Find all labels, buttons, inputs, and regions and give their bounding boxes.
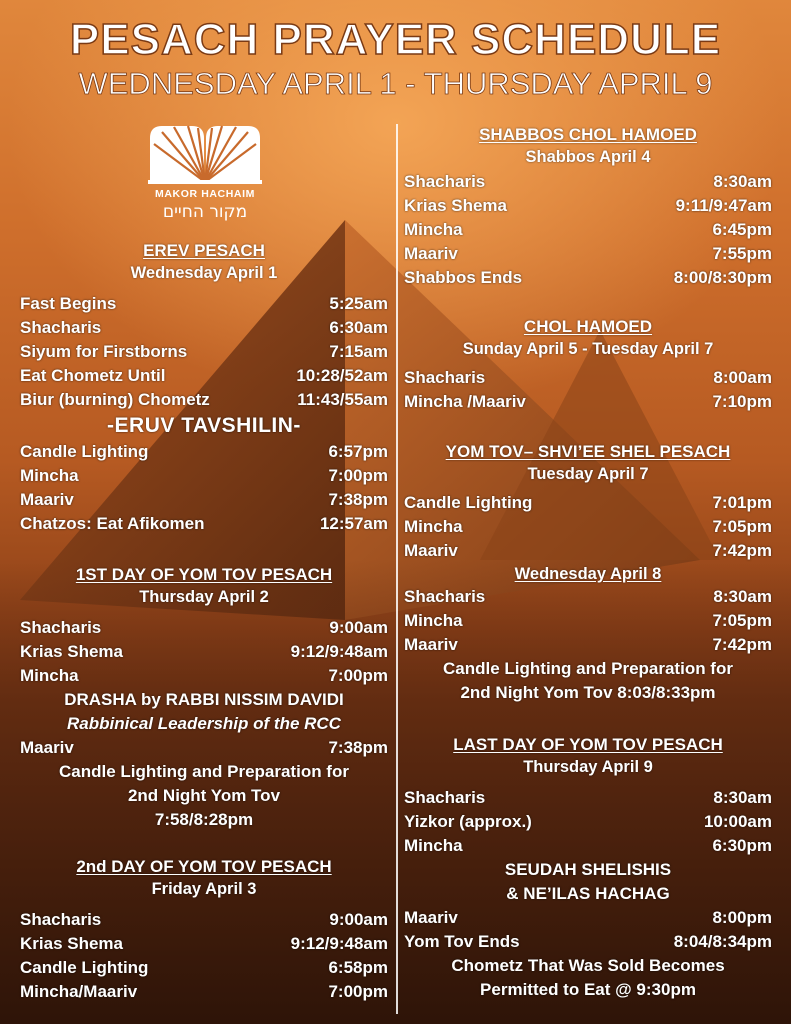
section-date: Wednesday April 1	[130, 264, 278, 282]
schedule-row: Shacharis 9:00am	[20, 910, 388, 929]
first-day-section	[20, 564, 388, 832]
seudah-heading: SEUDAH SHELISHIS	[504, 860, 672, 879]
logo-hebrew-name: מקור החיים	[162, 202, 248, 222]
schedule-row: Mincha 7:05pm	[404, 517, 772, 536]
section-title: EREV PESACH	[143, 241, 265, 260]
schedule-row: Yom Tov Ends 8:04/8:34pm	[404, 932, 772, 951]
schedule-row: Eat Chometz Until 10:28/52am	[20, 366, 388, 385]
candle-note: Candle Lighting and Preparation for	[443, 659, 733, 678]
candle-note-time: 7:58/8:28pm	[154, 810, 254, 829]
schedule-row: Shacharis 9:00am	[20, 618, 388, 637]
schedule-row: Mincha 6:45pm	[404, 220, 772, 239]
schedule-row: Fast Begins 5:25am	[20, 294, 388, 313]
section-date: Wednesday April 8	[514, 565, 662, 583]
schedule-row: Maariv 7:38pm	[20, 738, 388, 757]
seudah-heading: & NE’ILAS HACHAG	[506, 884, 670, 903]
makor-hachaim-logo	[140, 120, 270, 230]
schedule-row: Maariv 7:42pm	[404, 635, 772, 654]
chometz-note: Chometz That Was Sold Becomes	[451, 956, 725, 975]
candle-note: Candle Lighting and Preparation for	[59, 762, 349, 781]
schedule-row: Mincha 6:30pm	[404, 836, 772, 855]
section-date: Sunday April 5 - Tuesday April 7	[462, 340, 714, 358]
schedule-row: Shacharis 8:30am	[404, 587, 772, 606]
shabbos-chol-hamoed-section	[404, 124, 772, 290]
schedule-row: Mincha 7:05pm	[404, 611, 772, 630]
schedule-row: Krias Shema 9:12/9:48am	[20, 934, 388, 953]
candle-note: 2nd Night Yom Tov	[127, 786, 281, 805]
section-date: Thursday April 9	[523, 758, 653, 776]
drasha-line: DRASHA by RABBI NISSIM DAVIDI	[64, 690, 344, 709]
schedule-row: Mincha 7:00pm	[20, 466, 388, 485]
schedule-row: Yizkor (approx.) 10:00am	[404, 812, 772, 831]
section-title: YOM TOV– SHVI’EE SHEL PESACH	[445, 442, 731, 461]
schedule-row: Siyum for Firstborns 7:15am	[20, 342, 388, 361]
erev-pesach-section	[20, 240, 388, 536]
section-date: Tuesday April 7	[527, 465, 649, 483]
schedule-row: Krias Shema 9:12/9:48am	[20, 642, 388, 661]
page-subtitle: WEDNESDAY APRIL 1 - THURSDAY APRIL 9	[78, 66, 713, 101]
logo-name: MAKOR HACHAIM	[155, 188, 255, 200]
sunburst-book-icon	[140, 120, 270, 188]
schedule-row: Candle Lighting 6:57pm	[20, 442, 388, 461]
candle-note: 2nd Night Yom Tov 8:03/8:33pm	[460, 683, 716, 702]
schedule-row: Mincha 7:00pm	[20, 666, 388, 685]
schedule-row: Candle Lighting 6:58pm	[20, 958, 388, 977]
section-title: SHABBOS CHOL HAMOED	[479, 125, 697, 144]
second-day-section	[20, 856, 388, 1004]
eruv-tavshilin-heading: -ERUV TAVSHILIN-	[107, 414, 301, 437]
schedule-row: Maariv 7:42pm	[404, 541, 772, 560]
chol-hamoed-section	[404, 316, 772, 414]
schedule-row: Shabbos Ends 8:00/8:30pm	[404, 268, 772, 287]
column-divider	[396, 124, 398, 1014]
schedule-row: Mincha/Maariv 7:00pm	[20, 982, 388, 1001]
chometz-note: Permitted to Eat @ 9:30pm	[480, 980, 696, 999]
section-date: Shabbos April 4	[525, 148, 651, 166]
schedule-row: Shacharis 8:00am	[404, 368, 772, 387]
schedule-row: Shacharis 8:30am	[404, 172, 772, 191]
schedule-row: Mincha /Maariv 7:10pm	[404, 392, 772, 411]
schedule-row: Chatzos: Eat Afikomen 12:57am	[20, 514, 388, 533]
schedule-row: Maariv 8:00pm	[404, 908, 772, 927]
page-title: PESACH PRAYER SCHEDULE	[69, 15, 722, 64]
section-title: CHOL HAMOED	[523, 317, 653, 336]
shvii-shel-pesach-section	[404, 441, 772, 705]
section-date: Friday April 3	[151, 880, 257, 898]
drasha-subtitle: Rabbinical Leadership of the RCC	[67, 714, 341, 733]
schedule-row: Maariv 7:38pm	[20, 490, 388, 509]
section-date: Thursday April 2	[139, 588, 269, 606]
section-title: 1ST DAY OF YOM TOV PESACH	[75, 565, 333, 584]
schedule-row: Shacharis 6:30am	[20, 318, 388, 337]
schedule-row: Krias Shema 9:11/9:47am	[404, 196, 772, 215]
section-title: LAST DAY OF YOM TOV PESACH	[453, 735, 723, 754]
schedule-row: Candle Lighting 7:01pm	[404, 493, 772, 512]
schedule-row: Biur (burning) Chometz 11:43/55am	[20, 390, 388, 409]
schedule-row: Shacharis 8:30am	[404, 788, 772, 807]
last-day-section	[404, 734, 772, 1002]
section-title: 2nd DAY OF YOM TOV PESACH	[76, 857, 332, 876]
schedule-row: Maariv 7:55pm	[404, 244, 772, 263]
